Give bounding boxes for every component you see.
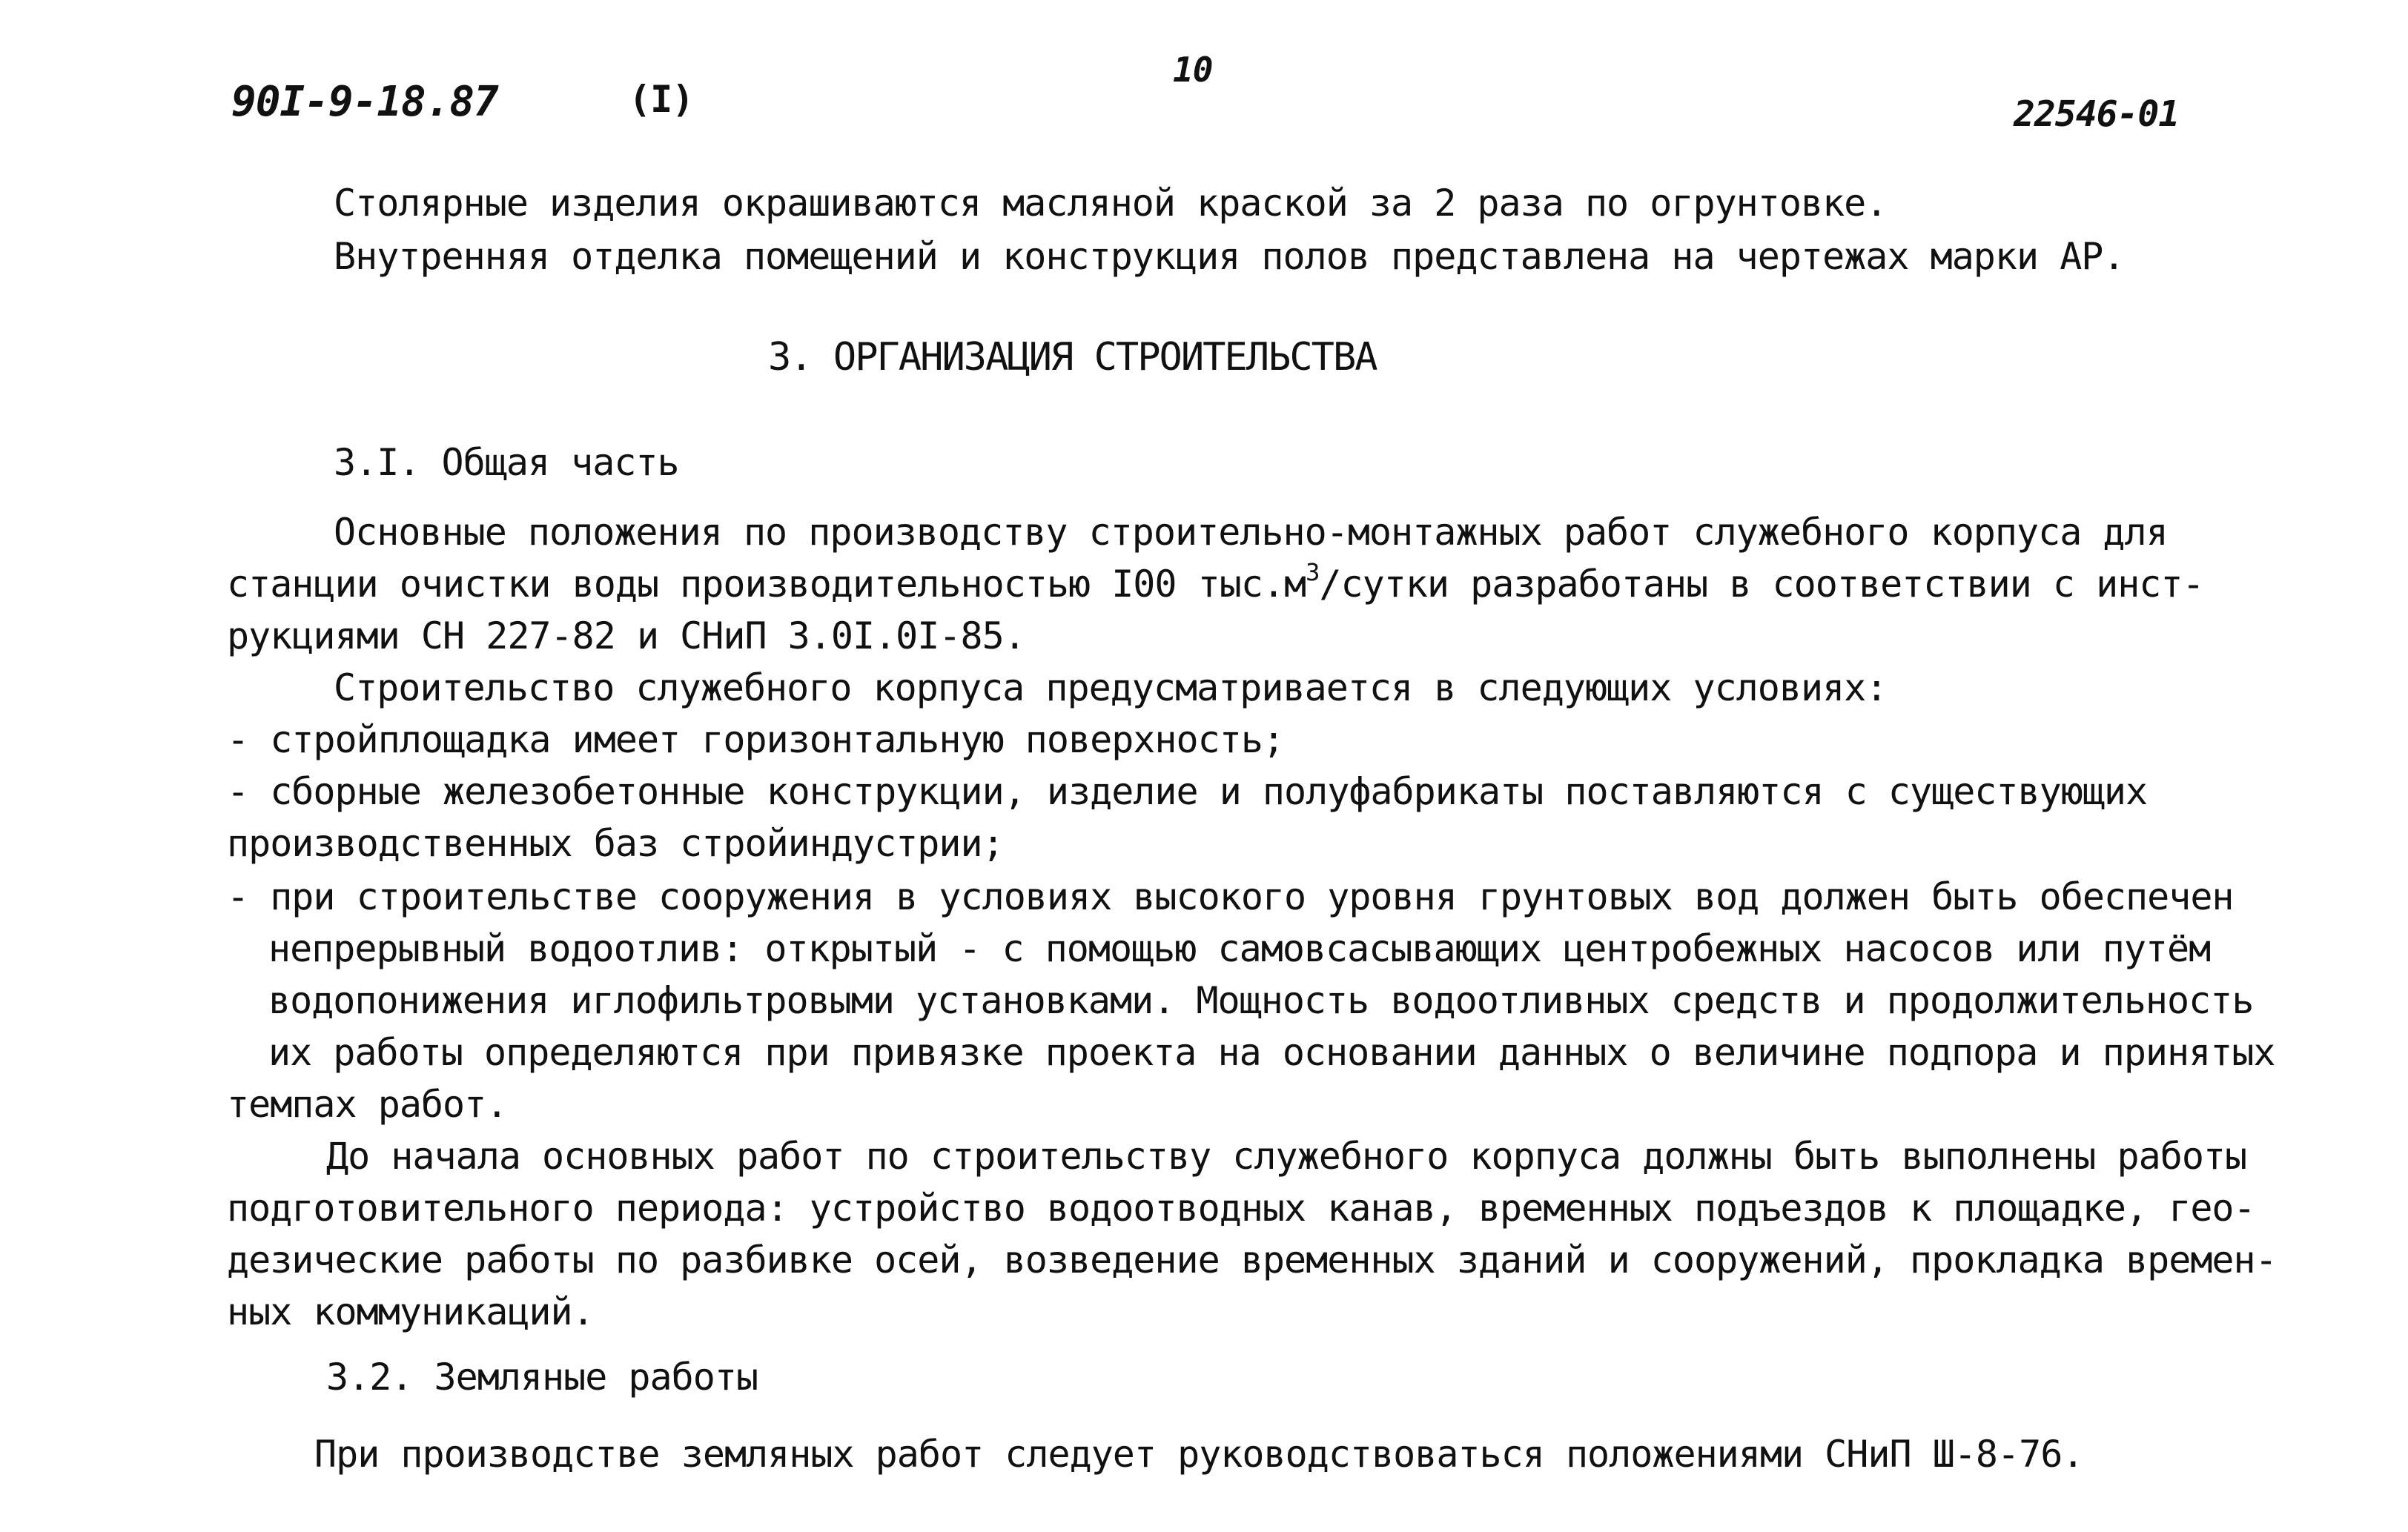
- superscript-cubic: 3: [1306, 558, 1320, 587]
- paragraph-4: При производстве земляных работ следует руководствоваться положениями СНиП Ш-8-76.: [314, 1433, 2084, 1476]
- inventory-number: 22546-01: [2014, 93, 2180, 135]
- section-title: 3. ОРГАНИЗАЦИЯ СТРОИТЕЛЬСТВА: [768, 335, 1377, 379]
- subsection-heading-earthworks: 3.2. Земляные работы: [326, 1356, 758, 1399]
- paragraph-1-line-3: рукциями СН 227-82 и СНиП 3.0I.0I-85.: [227, 614, 1025, 657]
- bullet-3-line-3: водопонижения иглофильтровыми установками. Мощность водоотливных средств и продолжительность: [268, 979, 2254, 1022]
- bullet-2-line-1: - сборные железобетонные конструкции, изделие и полуфабрикаты поставляются с существующих: [227, 770, 2148, 813]
- paragraph-3-line-1: До начала основных работ по строительству служебного корпуса должны быть выполнены работы: [326, 1135, 2247, 1178]
- paragraph-3-line-3: дезические работы по разбивке осей, возведение временных зданий и сооружений, прокладка времен-: [227, 1238, 2277, 1281]
- bullet-1: - стройплощадка имеет горизонтальную поверхность;: [227, 718, 1285, 761]
- bullet-2-line-2: производственных баз стройиндустрии;: [227, 822, 1004, 865]
- paragraph-1-line-2: станции очистки воды производительностью I00 $тыс.м^3$/сутки разработаны в соответствии с инст-: [227, 558, 2204, 606]
- text-line-2: Внутренняя отделка помещений и конструкция полов представлена на чертежах марки АР.: [334, 235, 2125, 278]
- subsection-heading-general: 3.I. Общая часть: [334, 441, 679, 484]
- bullet-3-line-5: темпах работ.: [227, 1083, 508, 1126]
- bullet-3-line-2: непрерывный водоотлив: открытый - с помощью самовсасывающих центробежных насосов или путём: [268, 927, 2211, 970]
- bullet-3-line-1: - при строительстве сооружения в условиях высокого уровня грунтовых вод должен быть обеспечен: [227, 875, 2234, 918]
- paragraph-3-line-4: ных коммуникаций.: [227, 1290, 594, 1333]
- text-line-1: Столярные изделия окрашиваются масляной краской за 2 раза по огрунтовке.: [334, 182, 1888, 225]
- paragraph-3-line-2: подготовительного периода: устройство водоотводных канав, временных подъездов к площадке, гео-: [227, 1187, 2255, 1230]
- sheet-marker: (I): [629, 78, 694, 121]
- paragraph-2: Строительство служебного корпуса предусматривается в следующих условиях:: [334, 666, 1888, 709]
- paragraph-1-line-1: Основные положения по производству строительно-монтажных работ служебного корпуса для: [334, 511, 2168, 554]
- page-number: 10: [1173, 50, 1213, 90]
- document-code: 90I-9-18.87: [231, 78, 498, 126]
- bullet-3-line-4: их работы определяются при привязке проекта на основании данных о величине подпора и принятых: [268, 1031, 2275, 1074]
